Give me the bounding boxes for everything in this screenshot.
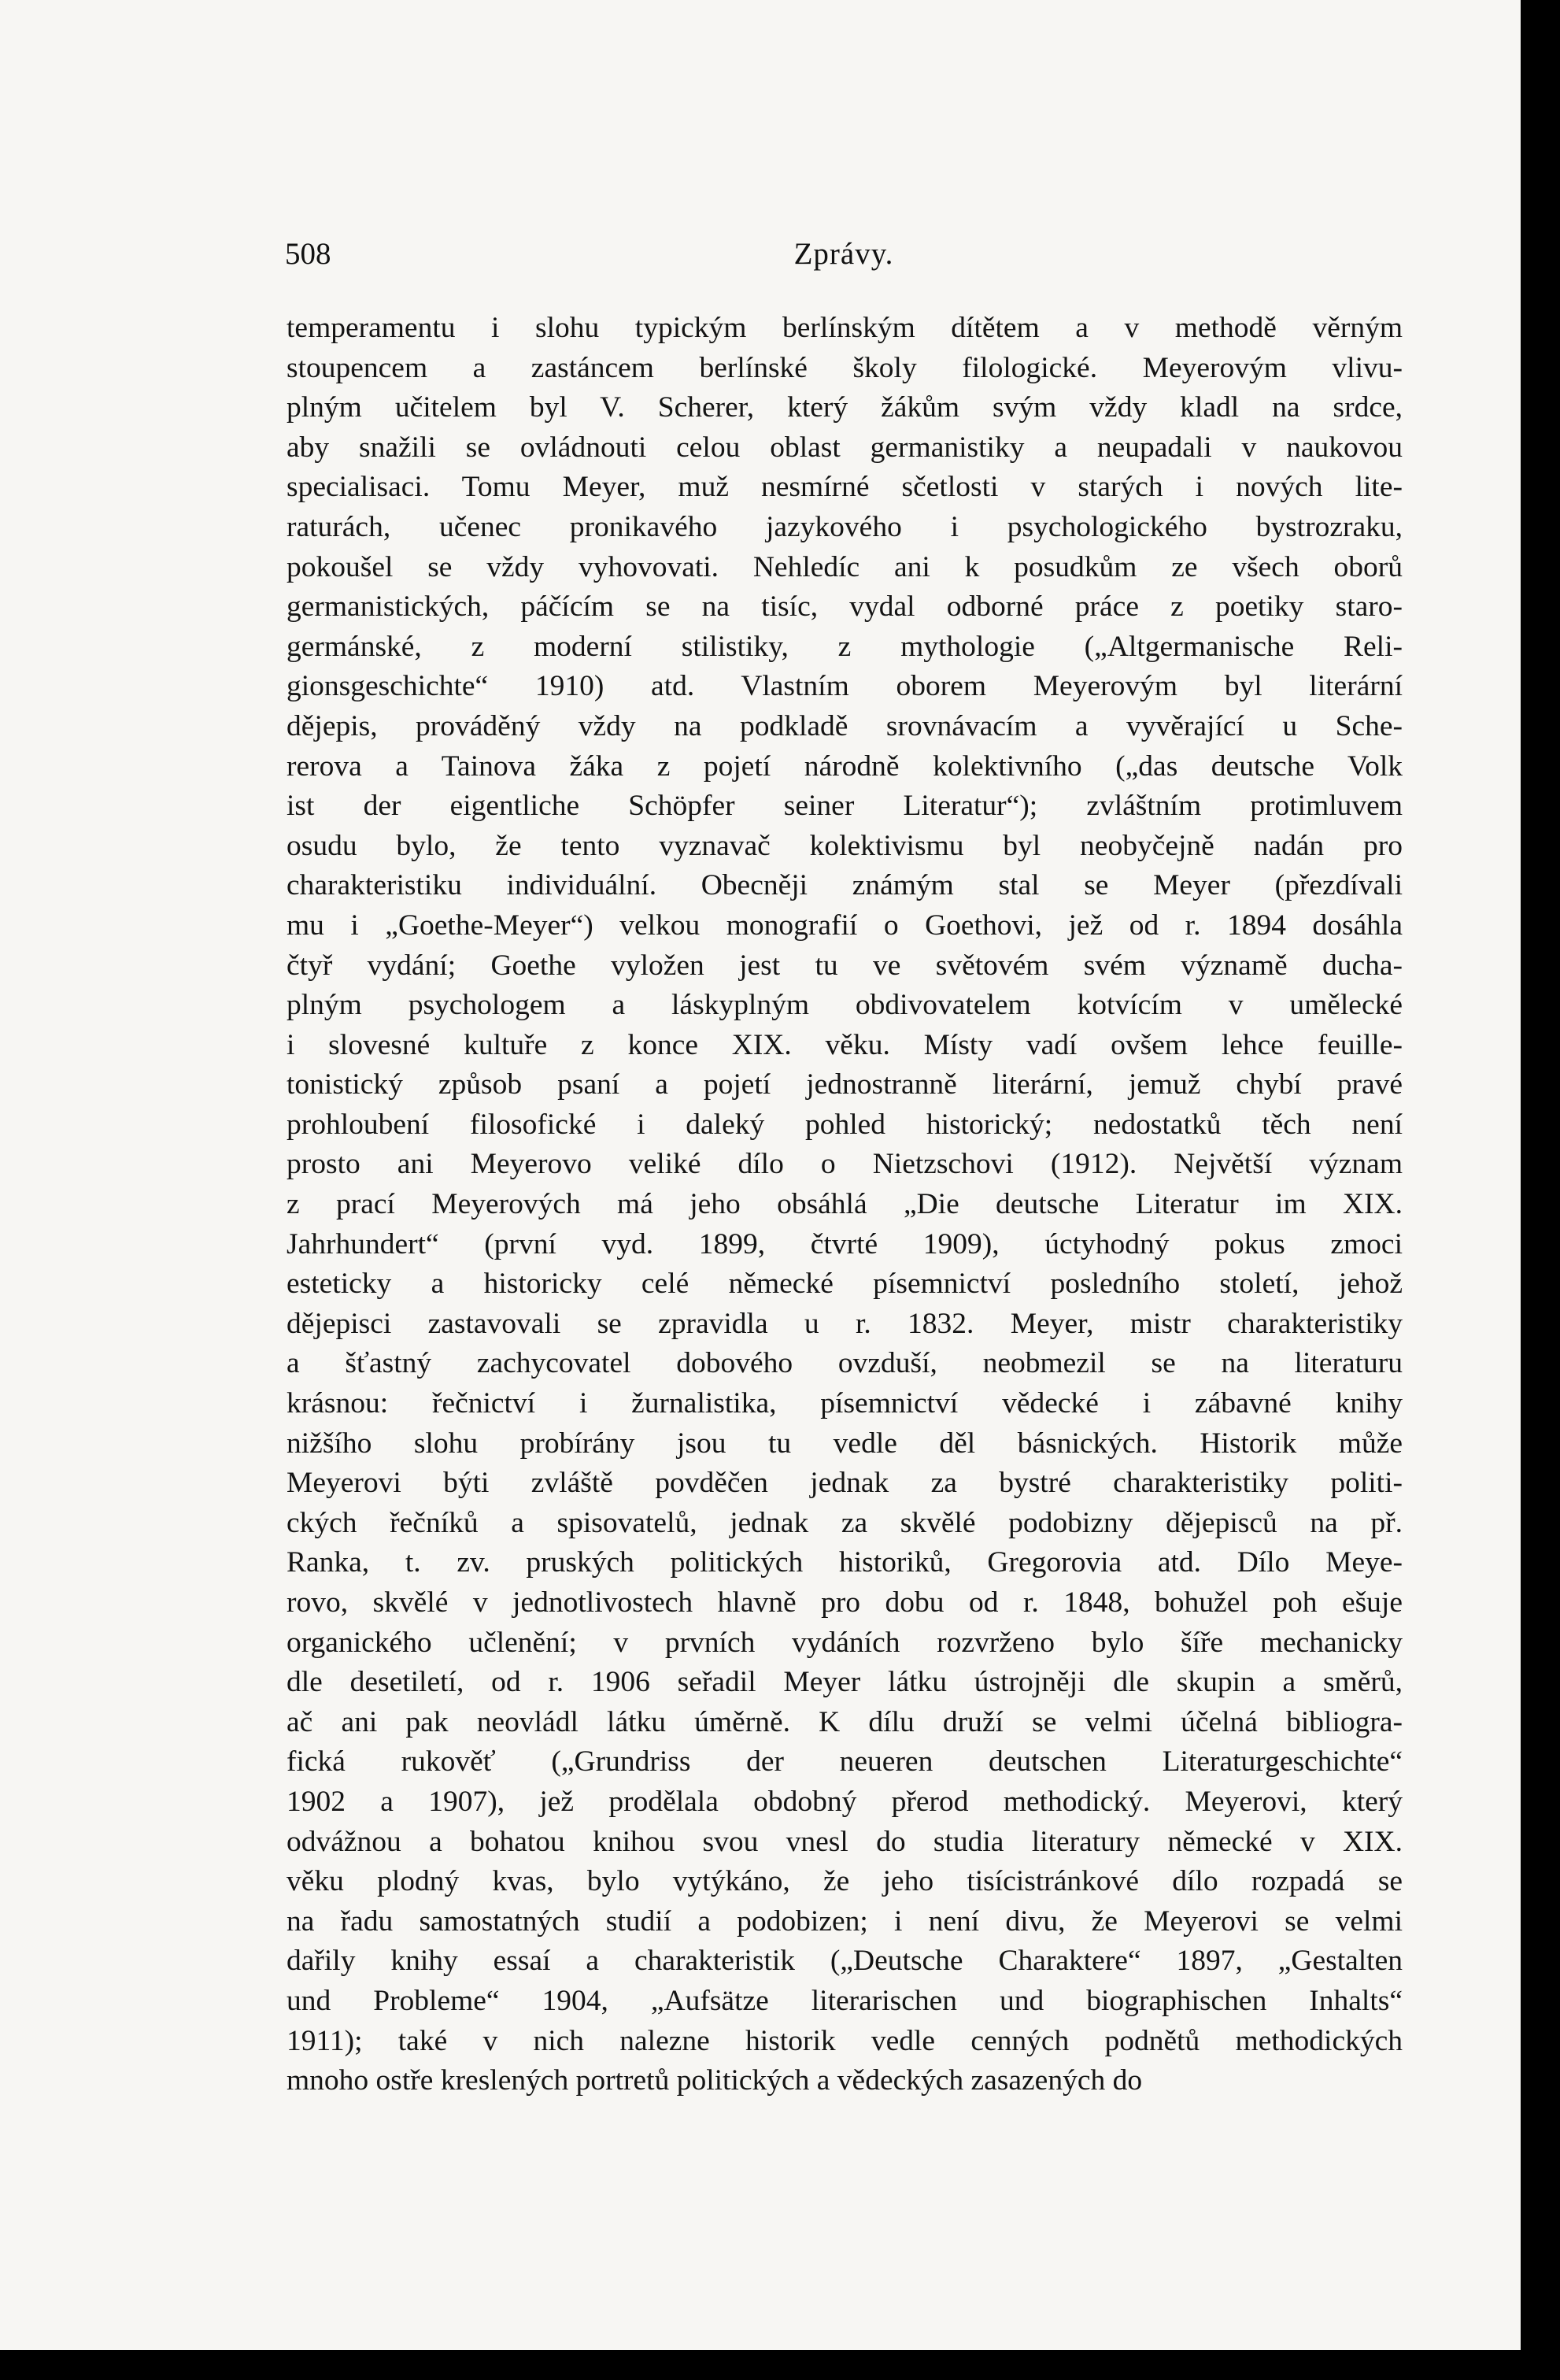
text-line: germanistických, páčícím se na tisíc, vydal odborné práce z poetiky staro- <box>286 590 1403 624</box>
text-line: mnoho ostře kreslených portretů politických a vědeckých zasazených do <box>286 2064 1143 2097</box>
page-header <box>285 231 1403 278</box>
text-line: ist der eigentliche Schöpfer seiner Literatur“); zvláštním protimluvem <box>286 790 1403 823</box>
text-line: ač ani pak neovládl látku úměrně. K dílu druží se velmi účelná bibliogra- <box>286 1705 1403 1738</box>
text-line: dařily knihy essaí a charakteristik („Deutsche Charaktere“ 1897, „Gestalten <box>286 1945 1403 1978</box>
text-line: fická rukověť („Grundriss der neueren deutschen Literaturgeschichte“ <box>286 1745 1403 1779</box>
text-line: Jahrhundert“ (první vyd. 1899, čtvrté 1909), úctyhodný pokus zmoci <box>286 1227 1403 1260</box>
text-line: prosto ani Meyerovo veliké dílo o Nietzschovi (1912). Největší význam <box>286 1148 1403 1181</box>
text-line: z prací Meyerových má jeho obsáhlá „Die deutsche Literatur im XIX. <box>286 1188 1403 1221</box>
text-line: dle desetiletí, od r. 1906 seřadil Meyer látku ústrojněji dle skupin a směrů, <box>286 1666 1403 1699</box>
text-line: dějepis, prováděný vždy na podkladě srovnávacím a vyvěrající u Sche- <box>286 709 1403 742</box>
text-line: pokoušel se vždy vyhovovati. Nehledíc ani k posudkům ze všech oborů <box>286 550 1403 583</box>
text-line: rerova a Tainova žáka z pojetí národně kolektivního („das deutsche Volk <box>286 750 1403 783</box>
text-line: i slovesné kultuře z konce XIX. věku. Místy vadí ovšem lehce feuille- <box>286 1028 1403 1061</box>
text-line: plným psychologem a láskyplným obdivovatelem kotvícím v umělecké <box>286 989 1403 1022</box>
text-line: čtyř vydání; Goethe vyložen jest tu ve světovém svém významě ducha- <box>286 949 1403 982</box>
page-number: 508 <box>285 237 331 271</box>
text-line: a šťastný zachycovatel dobového ovzduší, neobmezil se na literaturu <box>286 1347 1403 1380</box>
text-line: Ranka, t. zv. pruských politických historiků, Gregorovia atd. Dílo Meye- <box>286 1546 1403 1579</box>
running-head: Zprávy. <box>793 237 894 271</box>
text-line: krásnou: řečnictví i žurnalistika, písemnictví vědecké i zábavné knihy <box>286 1387 1403 1420</box>
text-line: prohloubení filosofické i daleký pohled historický; nedostatků těch není <box>286 1108 1403 1141</box>
text-line: specialisaci. Tomu Meyer, muž nesmírné sčetlosti v starých i nových lite- <box>286 471 1403 504</box>
text-line: rovo, skvělé v jednotlivostech hlavně pro dobu od r. 1848, bohužel poh ešuje <box>286 1586 1403 1619</box>
text-line: na řadu samostatných studií a podobizen; i není divu, že Meyerovi se velmi <box>286 1904 1403 1938</box>
body-text <box>286 309 1403 2101</box>
text-line: aby snažili se ovládnouti celou oblast germanistiky a neupadali v naukovou <box>286 431 1403 464</box>
text-line: plným učitelem byl V. Scherer, který žákům svým vždy kladl na srdce, <box>286 391 1403 424</box>
text-line: nižšího slohu probírány jsou tu vedle děl básnických. Historik může <box>286 1427 1403 1460</box>
text-line: 1911); také v nich nalezne historik vedle cenných podnětů methodických <box>286 2024 1403 2057</box>
text-line: odvážnou a bohatou knihou svou vnesl do studia literatury německé v XIX. <box>286 1825 1403 1858</box>
text-line: charakteristiku individuální. Obecněji známým stal se Meyer (přezdívali <box>286 869 1403 902</box>
text-line: gionsgeschichte“ 1910) atd. Vlastním oborem Meyerovým byl literární <box>286 670 1403 703</box>
text-line: organického učlenění; v prvních vydáních rozvrženo bylo šíře mechanicky <box>286 1626 1403 1659</box>
text-line: Meyerovi býti zvláště povděčen jednak za bystré charakteristiky politi- <box>286 1467 1403 1500</box>
text-line: germánské, z moderní stilistiky, z mythologie („Altgermanische Reli- <box>286 630 1403 663</box>
text-line: dějepisci zastavovali se zpravidla u r. 1832. Meyer, mistr charakteristiky <box>286 1307 1403 1340</box>
text-line: esteticky a historicky celé německé písemnictví posledního století, jehož <box>286 1268 1403 1301</box>
text-line: osudu bylo, že tento vyznavač kolektivismu byl neobyčejně nadán pro <box>286 829 1403 862</box>
text-line: ckých řečníků a spisovatelů, jednak za skvělé podobizny dějepisců na př. <box>286 1506 1403 1539</box>
text-line: mu i „Goethe-Meyer“) velkou monografií o Goethovi, jež od r. 1894 dosáhla <box>286 909 1403 942</box>
text-line: temperamentu i slohu typickým berlínským dítětem a v methodě věrným <box>286 312 1403 344</box>
text-line: stoupencem a zastáncem berlínské školy filologické. Meyerovým vlivu- <box>286 351 1403 384</box>
text-line: věku plodný kvas, bylo vytýkáno, že jeho tisícistránkové dílo rozpadá se <box>286 1865 1403 1898</box>
text-line: tonistický způsob psaní a pojetí jednostranně literární, jemuž chybí pravé <box>286 1068 1403 1101</box>
text-line: raturách, učenec pronikavého jazykového i psychologického bystrozraku, <box>286 510 1403 543</box>
text-line: und Probleme“ 1904, „Aufsätze literarischen und biographischen Inhalts“ <box>286 1984 1403 2017</box>
text-line: 1902 a 1907), jež prodělala obdobný přerod methodický. Meyerovi, který <box>286 1785 1403 1818</box>
